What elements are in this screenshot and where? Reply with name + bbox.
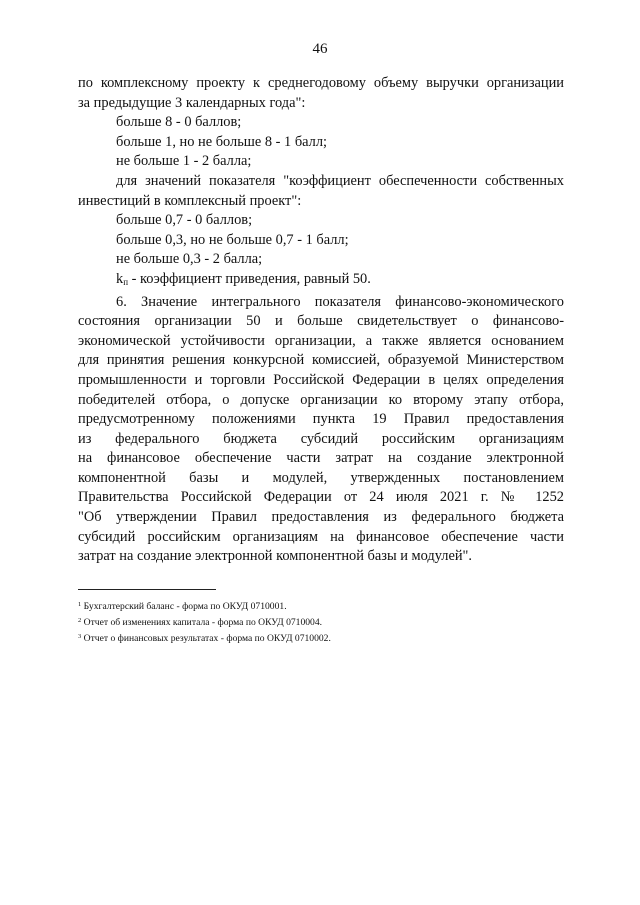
k-definition-line xyxy=(78,270,564,293)
paragraph-6-line: для принятия решения конкурсной комиссией, образуемой Министерством xyxy=(78,352,564,369)
footnote-separator xyxy=(78,589,216,590)
text-line: не больше 0,3 - 2 балла; xyxy=(116,251,263,268)
paragraph-6-line: субсидий российским организациям на финансовое обеспечение части xyxy=(78,528,564,545)
footnote-text: Бухгалтерский баланс - форма по ОКУД 0710001. xyxy=(81,601,287,612)
body-text xyxy=(78,74,564,567)
paragraph-6-line: затрат на создание электронной компонентной базы и модулей". xyxy=(78,548,473,565)
footnote-text: Отчет об изменениях капитала - форма по ОКУД 0710004. xyxy=(81,617,323,628)
footnote-mark: 1 xyxy=(78,601,82,608)
text-line: больше 1, но не больше 8 - 1 балл; xyxy=(116,133,328,150)
paragraph-6-line: 6. Значение интегрального показателя финансово-экономического xyxy=(116,293,564,310)
text-line: не больше 1 - 2 балла; xyxy=(116,153,252,170)
paragraph-6-line: состояния организации 50 и больше свидетельствует о финансово- xyxy=(78,313,564,330)
text-line: больше 0,7 - 0 баллов; xyxy=(116,212,253,229)
footnote-mark: 3 xyxy=(78,633,82,640)
text-line: инвестиций в комплексный проект": xyxy=(78,192,302,209)
k-subscript: п xyxy=(123,276,129,287)
footnote-text: Отчет о финансовых результатах - форма по ОКУД 0710002. xyxy=(81,633,331,644)
paragraph-6-line: на финансовое обеспечение части затрат на создание электронной xyxy=(78,450,564,467)
text-line: больше 8 - 0 баллов; xyxy=(116,114,242,131)
paragraph-6-line: предусмотренному положениями пункта 19 Правил предоставления xyxy=(78,411,564,428)
footnotes xyxy=(78,598,564,646)
footnote xyxy=(78,598,564,614)
paragraph-6-line: Правительства Российской Федерации от 24 июля 2021 г. № 1252 xyxy=(78,489,564,506)
text-line: для значений показателя "коэффициент обеспеченности собственных xyxy=(116,172,564,189)
text-line: больше 0,3, но не больше 0,7 - 1 балл; xyxy=(116,231,349,248)
paragraph-6-line: экономической устойчивости организации, а также является основанием xyxy=(78,332,564,349)
paragraph-6-line: из федерального бюджета субсидий российским организациям xyxy=(78,430,564,447)
footnote xyxy=(78,630,564,646)
paragraph-6-line: "Об утверждении Правил предоставления из федерального бюджета xyxy=(78,509,564,526)
k-symbol: k xyxy=(116,270,124,287)
k-definition-text: - коэффициент приведения, равный 50. xyxy=(128,270,371,287)
footnote xyxy=(78,614,564,630)
text-line: по комплексному проекту к среднегодовому объему выручки организации xyxy=(78,75,564,91)
footnote-mark: 2 xyxy=(78,617,82,624)
paragraph-6-line: победителей отбора, о допуске организации ко второму этапу отбора, xyxy=(78,391,564,408)
paragraph-6-line: промышленности и торговли Российской Федерации в целях определения xyxy=(78,371,564,388)
text-line: за предыдущие 3 календарных года": xyxy=(78,94,306,111)
paragraph-6-line: компонентной базы и модулей, утвержденных постановлением xyxy=(78,469,564,486)
page-number: 46 xyxy=(312,41,328,57)
